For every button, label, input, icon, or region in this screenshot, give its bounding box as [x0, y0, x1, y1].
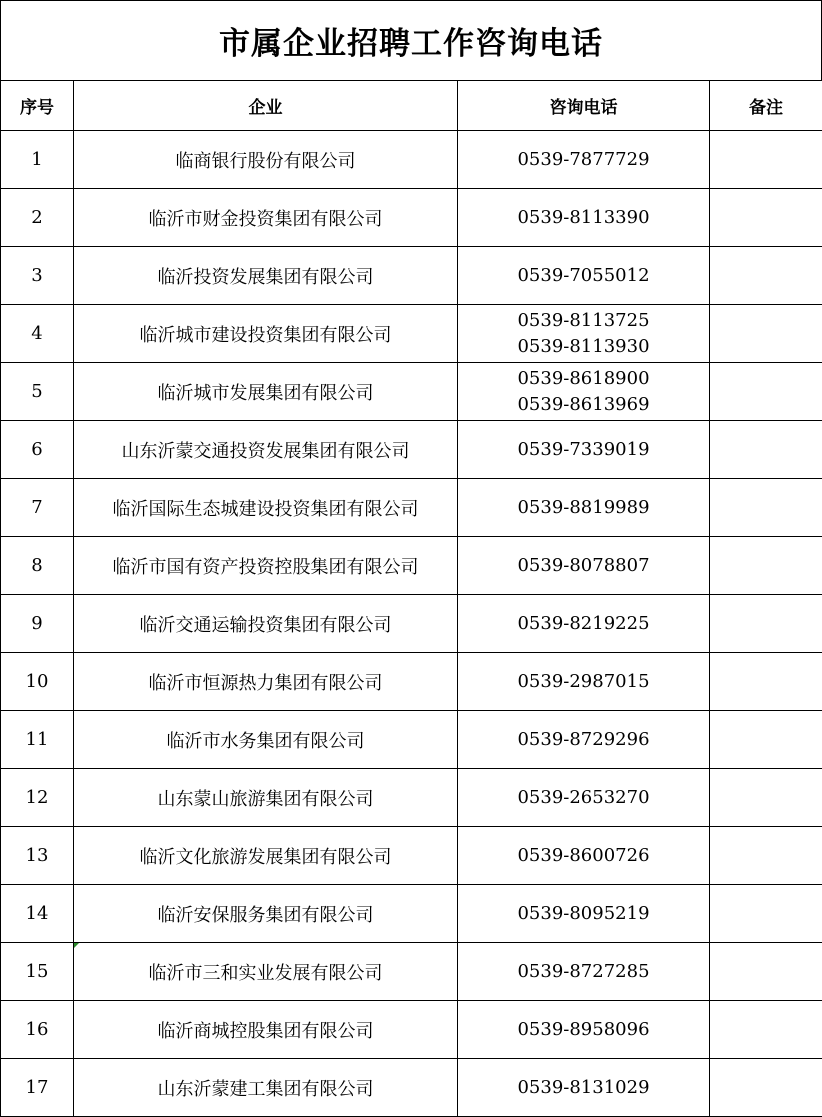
- phone-number: 0539-8095219: [517, 902, 650, 924]
- table-row: [1, 1001, 822, 1059]
- cell-company[interactable]: 临沂市财金投资集团有限公司: [74, 189, 458, 247]
- cell-phone[interactable]: [458, 1059, 710, 1117]
- cell-company[interactable]: 临沂交通运输投资集团有限公司: [74, 595, 458, 653]
- phone-number: 0539-8729296: [517, 728, 650, 750]
- cell-index[interactable]: 6: [1, 421, 74, 479]
- cell-note[interactable]: [710, 769, 822, 827]
- table-row: [1, 305, 822, 363]
- cell-note[interactable]: [710, 885, 822, 943]
- cell-company[interactable]: 山东沂蒙建工集团有限公司: [74, 1059, 458, 1117]
- cell-note[interactable]: [710, 827, 822, 885]
- table-row: [1, 247, 822, 305]
- phone-number: 0539-8113390: [517, 206, 650, 228]
- header-index[interactable]: 序号: [1, 81, 74, 131]
- phone-number: 0539-8113725: [517, 309, 650, 331]
- cell-index[interactable]: 10: [1, 653, 74, 711]
- cell-phone[interactable]: [458, 653, 710, 711]
- table-row: [1, 1059, 822, 1117]
- table-row: [1, 943, 822, 1001]
- cell-company[interactable]: 临商银行股份有限公司: [74, 131, 458, 189]
- cell-company[interactable]: 临沂城市建设投资集团有限公司: [74, 305, 458, 363]
- cell-index[interactable]: 15: [1, 943, 74, 1001]
- cell-index[interactable]: 14: [1, 885, 74, 943]
- cell-index[interactable]: 7: [1, 479, 74, 537]
- phone-number: 0539-8727285: [517, 960, 650, 982]
- table-row: [1, 885, 822, 943]
- cell-phone[interactable]: [458, 363, 710, 421]
- cell-index[interactable]: 5: [1, 363, 74, 421]
- cell-index[interactable]: 9: [1, 595, 74, 653]
- header-company[interactable]: 企业: [74, 81, 458, 131]
- cell-company[interactable]: 山东蒙山旅游集团有限公司: [74, 769, 458, 827]
- cell-note[interactable]: [710, 595, 822, 653]
- cell-index[interactable]: 11: [1, 711, 74, 769]
- table-row: [1, 827, 822, 885]
- cell-phone[interactable]: [458, 305, 710, 363]
- cell-note[interactable]: [710, 1059, 822, 1117]
- cell-company[interactable]: 临沂城市发展集团有限公司: [74, 363, 458, 421]
- cell-marker-icon: [74, 943, 79, 948]
- phone-number: 0539-2987015: [517, 670, 650, 692]
- header-note[interactable]: 备注: [710, 81, 822, 131]
- cell-index[interactable]: 2: [1, 189, 74, 247]
- cell-company[interactable]: 山东沂蒙交通投资发展集团有限公司: [74, 421, 458, 479]
- phone-number: 0539-8078807: [517, 554, 650, 576]
- cell-company[interactable]: 临沂市三和实业发展有限公司: [74, 943, 458, 1001]
- table-row: [1, 131, 822, 189]
- cell-note[interactable]: [710, 711, 822, 769]
- table-row: [1, 189, 822, 247]
- cell-phone[interactable]: [458, 827, 710, 885]
- cell-company[interactable]: 临沂市水务集团有限公司: [74, 711, 458, 769]
- table-row: [1, 479, 822, 537]
- cell-phone[interactable]: [458, 1001, 710, 1059]
- cell-note[interactable]: [710, 131, 822, 189]
- cell-company[interactable]: 临沂安保服务集团有限公司: [74, 885, 458, 943]
- cell-index[interactable]: 4: [1, 305, 74, 363]
- cell-index[interactable]: 13: [1, 827, 74, 885]
- page-title: 市属企业招聘工作咨询电话: [0, 0, 822, 80]
- phone-number: 0539-7339019: [517, 438, 650, 460]
- phone-number: 0539-8613969: [517, 393, 650, 415]
- table-row: [1, 363, 822, 421]
- cell-note[interactable]: [710, 943, 822, 1001]
- cell-phone[interactable]: [458, 943, 710, 1001]
- cell-note[interactable]: [710, 653, 822, 711]
- cell-note[interactable]: [710, 537, 822, 595]
- table-row: [1, 537, 822, 595]
- phone-number: 0539-8618900: [517, 367, 650, 389]
- header-row: [1, 81, 822, 131]
- cell-company[interactable]: 临沂文化旅游发展集团有限公司: [74, 827, 458, 885]
- phone-number: 0539-2653270: [517, 786, 650, 808]
- phone-number: 0539-7877729: [517, 148, 650, 170]
- cell-index[interactable]: 16: [1, 1001, 74, 1059]
- cell-phone[interactable]: [458, 189, 710, 247]
- cell-note[interactable]: [710, 189, 822, 247]
- cell-company[interactable]: 临沂国际生态城建设投资集团有限公司: [74, 479, 458, 537]
- table-row: [1, 653, 822, 711]
- cell-note[interactable]: [710, 421, 822, 479]
- contact-table: [0, 80, 822, 1117]
- cell-phone[interactable]: [458, 885, 710, 943]
- phone-number: 0539-8958096: [517, 1018, 650, 1040]
- table-row: [1, 421, 822, 479]
- cell-note[interactable]: [710, 363, 822, 421]
- cell-index[interactable]: 3: [1, 247, 74, 305]
- cell-index[interactable]: 17: [1, 1059, 74, 1117]
- phone-number: 0539-7055012: [517, 264, 650, 286]
- cell-phone[interactable]: [458, 479, 710, 537]
- cell-phone[interactable]: [458, 595, 710, 653]
- phone-number: 0539-8131029: [517, 1076, 650, 1098]
- header-phone[interactable]: 咨询电话: [458, 81, 710, 131]
- cell-phone[interactable]: [458, 131, 710, 189]
- cell-index[interactable]: 1: [1, 131, 74, 189]
- cell-company[interactable]: 临沂投资发展集团有限公司: [74, 247, 458, 305]
- table-row: [1, 595, 822, 653]
- cell-company[interactable]: 临沂商城控股集团有限公司: [74, 1001, 458, 1059]
- cell-note[interactable]: [710, 305, 822, 363]
- cell-phone[interactable]: [458, 711, 710, 769]
- phone-number: 0539-8600726: [517, 844, 650, 866]
- cell-phone[interactable]: [458, 537, 710, 595]
- phone-number: 0539-8819989: [517, 496, 650, 518]
- table-body: [1, 131, 822, 1117]
- table-row: [1, 711, 822, 769]
- cell-index[interactable]: 12: [1, 769, 74, 827]
- table-row: [1, 769, 822, 827]
- cell-phone[interactable]: [458, 769, 710, 827]
- phone-number: 0539-8219225: [517, 612, 650, 634]
- cell-company[interactable]: 临沂市恒源热力集团有限公司: [74, 653, 458, 711]
- cell-note[interactable]: [710, 479, 822, 537]
- cell-note[interactable]: [710, 247, 822, 305]
- cell-index[interactable]: 8: [1, 537, 74, 595]
- phone-number: 0539-8113930: [517, 335, 650, 357]
- cell-phone[interactable]: [458, 421, 710, 479]
- cell-note[interactable]: [710, 1001, 822, 1059]
- cell-phone[interactable]: [458, 247, 710, 305]
- cell-company[interactable]: 临沂市国有资产投资控股集团有限公司: [74, 537, 458, 595]
